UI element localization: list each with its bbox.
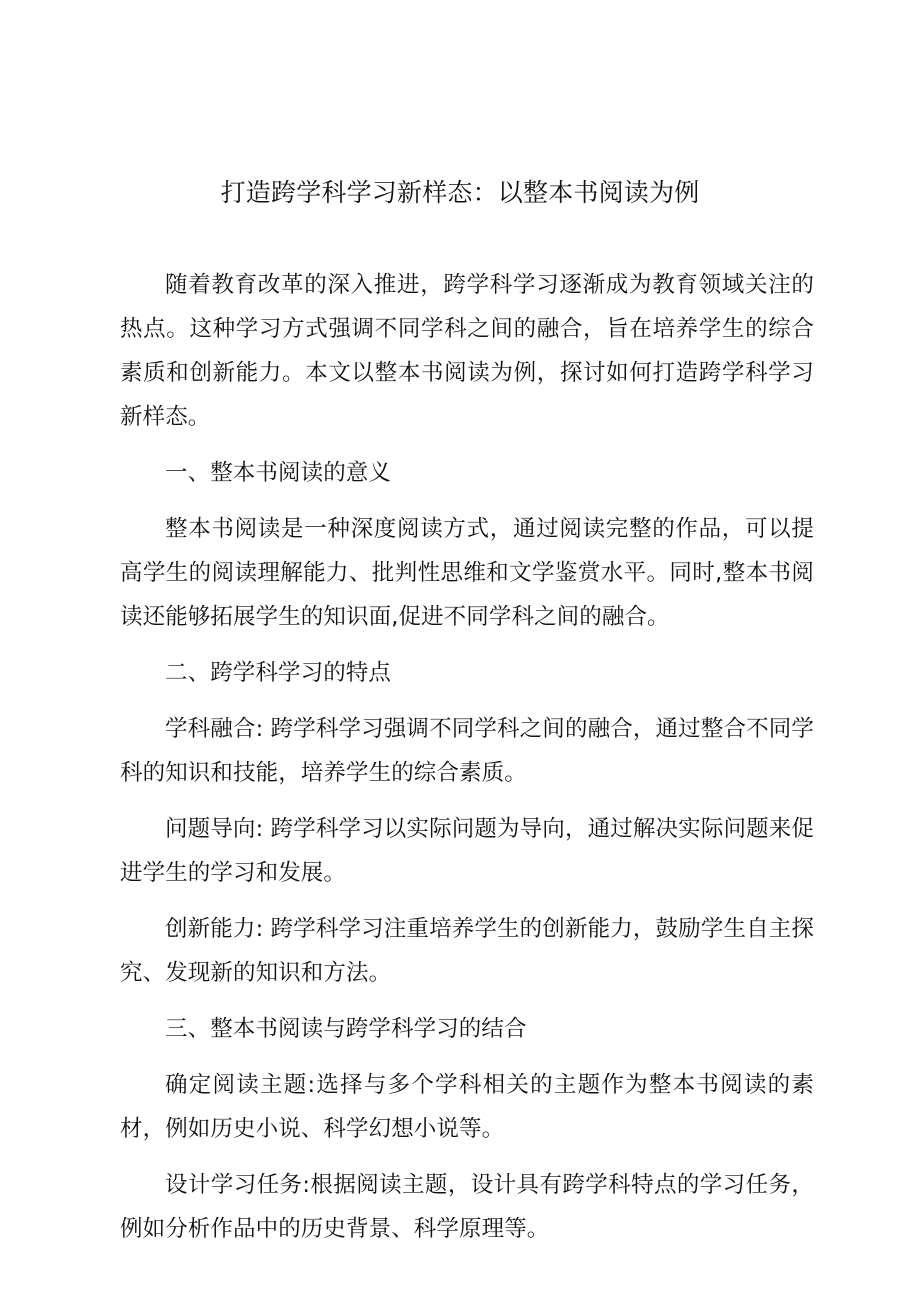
- section-heading-1: 一、整本书阅读的意义: [165, 460, 392, 486]
- feature-integration-paragraph: 学科融合: 跨学科学习强调不同学科之间的融合，通过整合不同学科的知识和技能，培养学生的综合素质。: [120, 716, 814, 786]
- document-title: 打造跨学科学习新样态：以整本书阅读为例: [220, 178, 700, 207]
- task-design-paragraph: 设计学习任务:根据阅读主题，设计具有跨学科特点的学习任务，例如分析作品中的历史背景、科学原理等。: [120, 1172, 814, 1242]
- feature-innovation-paragraph: 创新能力: 跨学科学习注重培养学生的创新能力，鼓励学生自主探究、发现新的知识和方法。: [120, 916, 814, 986]
- intro-paragraph: 随着教育改革的深入推进，跨学科学习逐渐成为教育领域关注的热点。这种学习方式强调不同学科之间的融合，旨在培养学生的综合素质和创新能力。本文以整本书阅读为例，探讨如何打造跨学科学习新样态。: [120, 272, 814, 430]
- section-1-paragraph: 整本书阅读是一种深度阅读方式，通过阅读完整的作品，可以提高学生的阅读理解能力、批判性思维和文学鉴赏水平。同时,整本书阅读还能够拓展学生的知识面,促进不同学科之间的融合。: [120, 516, 814, 630]
- theme-selection-paragraph: 确定阅读主题:选择与多个学科相关的主题作为整本书阅读的素材，例如历史小说、科学幻想小说等。: [120, 1072, 814, 1142]
- section-heading-2: 二、跨学科学习的特点: [165, 660, 392, 686]
- section-heading-3: 三、整本书阅读与跨学科学习的结合: [165, 1016, 527, 1042]
- feature-problem-paragraph: 问题导向: 跨学科学习以实际问题为导向，通过解决实际问题来促进学生的学习和发展。: [120, 816, 814, 886]
- document-body: [120, 263, 814, 1263]
